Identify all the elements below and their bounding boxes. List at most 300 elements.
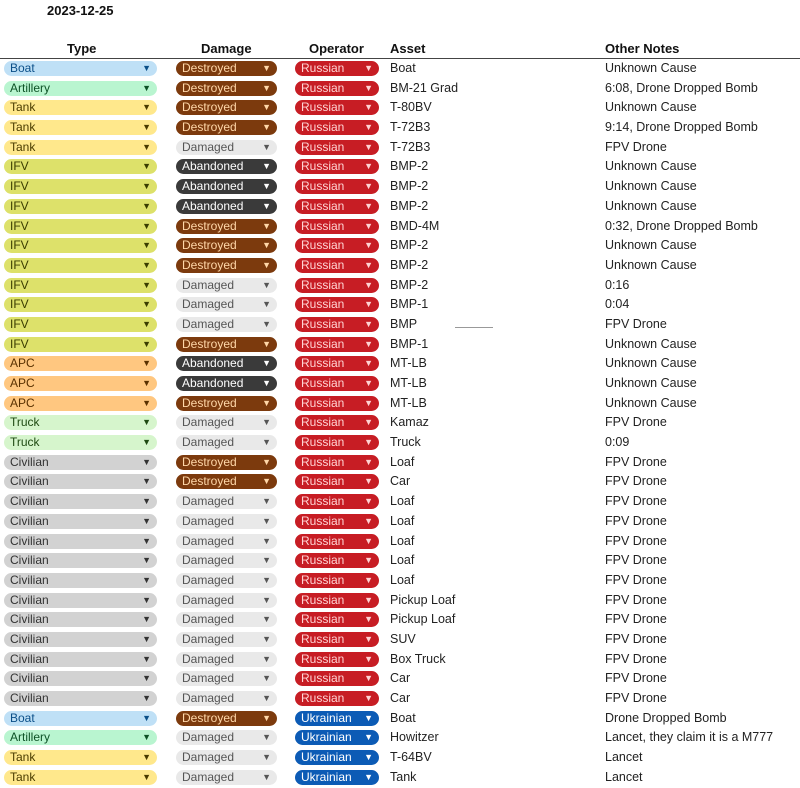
caret-down-icon: ▼: [142, 712, 151, 723]
notes-cell[interactable]: Unknown Cause: [605, 356, 697, 371]
damage-dropdown-value: Damaged: [182, 494, 235, 509]
operator-dropdown[interactable]: [295, 356, 379, 371]
caret-down-icon: ▼: [262, 102, 271, 113]
asset-cell[interactable]: BMP-2: [390, 238, 429, 253]
type-dropdown[interactable]: [4, 553, 157, 568]
notes-cell[interactable]: FPV Drone: [605, 691, 667, 705]
type-dropdown[interactable]: [4, 238, 157, 253]
damage-dropdown[interactable]: [176, 474, 277, 489]
type-dropdown[interactable]: [4, 691, 157, 706]
damage-dropdown[interactable]: [176, 415, 277, 430]
damage-dropdown-value: Abandoned: [182, 159, 244, 174]
caret-down-icon: ▼: [142, 318, 151, 329]
type-dropdown[interactable]: [4, 494, 157, 509]
type-dropdown[interactable]: [4, 179, 157, 194]
operator-dropdown[interactable]: [295, 140, 379, 155]
asset-cell[interactable]: BMP-1: [390, 336, 429, 351]
asset-cell[interactable]: BMP-1: [390, 297, 429, 312]
operator-dropdown[interactable]: [295, 61, 379, 76]
notes-cell[interactable]: 0:16: [605, 277, 630, 292]
damage-dropdown[interactable]: [176, 455, 277, 470]
type-dropdown-value: Civilian: [10, 631, 49, 646]
table-row: [0, 98, 800, 118]
type-dropdown[interactable]: [4, 120, 157, 135]
caret-down-icon: ▼: [364, 456, 373, 467]
caret-down-icon: ▼: [142, 673, 151, 684]
notes-cell[interactable]: Unknown Cause: [605, 179, 697, 194]
type-dropdown[interactable]: [4, 435, 157, 450]
operator-dropdown-value: Russian: [301, 336, 345, 351]
operator-dropdown-value: Ukrainian: [301, 769, 352, 784]
asset-cell[interactable]: Car: [390, 691, 411, 705]
notes-cell[interactable]: 0:09: [605, 435, 630, 450]
type-dropdown[interactable]: [4, 770, 157, 785]
caret-down-icon: ▼: [142, 338, 151, 349]
operator-dropdown[interactable]: [295, 238, 379, 253]
caret-down-icon: ▼: [262, 633, 271, 644]
damage-dropdown-value: Destroyed: [182, 238, 237, 253]
asset-cell[interactable]: T-64BV: [390, 750, 432, 765]
asset-cell[interactable]: BM-21 Grad: [390, 80, 459, 95]
operator-dropdown-value: Russian: [301, 651, 345, 666]
operator-dropdown[interactable]: [295, 278, 379, 293]
damage-dropdown[interactable]: [176, 238, 277, 253]
damage-dropdown-value: Destroyed: [182, 61, 237, 75]
operator-dropdown[interactable]: [295, 415, 379, 430]
damage-dropdown[interactable]: [176, 159, 277, 174]
notes-cell[interactable]: Unknown Cause: [605, 61, 697, 75]
asset-cell[interactable]: Pickup Loaf: [390, 592, 456, 607]
type-dropdown[interactable]: [4, 573, 157, 588]
type-dropdown[interactable]: [4, 632, 157, 647]
damage-dropdown[interactable]: [176, 219, 277, 234]
caret-down-icon: ▼: [142, 614, 151, 625]
asset-cell[interactable]: BMP: [390, 316, 418, 331]
type-dropdown-value: IFV: [10, 179, 29, 194]
asset-cell[interactable]: T-80BV: [390, 100, 432, 115]
notes-cell[interactable]: FPV Drone: [605, 631, 667, 646]
type-dropdown[interactable]: [4, 376, 157, 391]
notes-cell[interactable]: FPV Drone: [605, 651, 667, 666]
operator-dropdown[interactable]: [295, 730, 379, 745]
notes-cell[interactable]: Drone Dropped Bomb: [605, 710, 727, 725]
asset-cell[interactable]: BMP-2: [390, 277, 429, 292]
damage-dropdown[interactable]: [176, 671, 277, 686]
notes-cell[interactable]: Lancet, they claim it is a M777: [605, 730, 774, 745]
table-row: [0, 433, 800, 453]
caret-down-icon: ▼: [142, 437, 151, 448]
asset-cell[interactable]: Box Truck: [390, 651, 446, 666]
type-dropdown[interactable]: [4, 534, 157, 549]
notes-cell[interactable]: FPV Drone: [605, 494, 667, 509]
type-dropdown-value: Tank: [10, 139, 36, 154]
operator-dropdown[interactable]: [295, 81, 379, 96]
type-dropdown[interactable]: [4, 356, 157, 371]
type-dropdown-value: IFV: [10, 297, 29, 312]
caret-down-icon: ▼: [364, 535, 373, 546]
damage-dropdown[interactable]: [176, 61, 277, 76]
damage-dropdown[interactable]: [176, 553, 277, 568]
damage-dropdown[interactable]: [176, 140, 277, 155]
damage-dropdown-value: Damaged: [182, 533, 235, 548]
table-row: [0, 374, 800, 394]
caret-down-icon: ▼: [142, 279, 151, 290]
table-row: [0, 689, 800, 709]
operator-dropdown[interactable]: [295, 199, 379, 214]
operator-dropdown[interactable]: [295, 652, 379, 667]
caret-down-icon: ▼: [142, 141, 151, 152]
notes-cell[interactable]: FPV Drone: [605, 474, 667, 489]
caret-down-icon: ▼: [364, 614, 373, 625]
notes-cell[interactable]: 0:32, Drone Dropped Bomb: [605, 218, 758, 233]
damage-dropdown[interactable]: [176, 278, 277, 293]
table-row: [0, 256, 800, 276]
operator-dropdown[interactable]: [295, 474, 379, 489]
asset-cell[interactable]: BMP-2: [390, 198, 429, 213]
damage-dropdown[interactable]: [176, 514, 277, 529]
type-dropdown-value: Civilian: [10, 691, 49, 705]
caret-down-icon: ▼: [262, 574, 271, 585]
caret-down-icon: ▼: [142, 752, 151, 763]
operator-dropdown-value: Russian: [301, 179, 345, 194]
type-dropdown[interactable]: [4, 711, 157, 726]
caret-down-icon: ▼: [262, 496, 271, 507]
operator-dropdown-value: Russian: [301, 159, 345, 174]
operator-dropdown-value: Russian: [301, 277, 345, 292]
type-dropdown[interactable]: [4, 297, 157, 312]
operator-dropdown[interactable]: [295, 593, 379, 608]
damage-dropdown[interactable]: [176, 711, 277, 726]
type-dropdown[interactable]: [4, 455, 157, 470]
damage-dropdown[interactable]: [176, 770, 277, 785]
type-dropdown[interactable]: [4, 652, 157, 667]
asset-cell[interactable]: T-72B3: [390, 120, 431, 135]
table-row: [0, 79, 800, 99]
notes-cell[interactable]: Unknown Cause: [605, 336, 697, 351]
damage-dropdown[interactable]: [176, 258, 277, 273]
damage-dropdown[interactable]: [176, 750, 277, 765]
notes-cell[interactable]: Unknown Cause: [605, 198, 697, 213]
caret-down-icon: ▼: [142, 397, 151, 408]
type-dropdown[interactable]: [4, 100, 157, 115]
caret-down-icon: ▼: [364, 279, 373, 290]
notes-cell[interactable]: FPV Drone: [605, 533, 667, 548]
caret-down-icon: ▼: [364, 693, 373, 703]
caret-down-icon: ▼: [262, 259, 271, 270]
asset-cell[interactable]: BMP-2: [390, 159, 429, 174]
data-table: [0, 59, 800, 787]
asset-cell[interactable]: Loaf: [390, 454, 415, 469]
damage-dropdown-value: Destroyed: [182, 80, 237, 95]
operator-dropdown-value: Russian: [301, 356, 345, 371]
asset-cell[interactable]: Loaf: [390, 513, 415, 528]
type-dropdown[interactable]: [4, 612, 157, 627]
caret-down-icon: ▼: [262, 732, 271, 743]
damage-dropdown[interactable]: [176, 691, 277, 706]
table-row: [0, 453, 800, 473]
caret-down-icon: ▼: [142, 417, 151, 428]
operator-dropdown[interactable]: [295, 258, 379, 273]
damage-dropdown[interactable]: [176, 199, 277, 214]
type-dropdown[interactable]: [4, 415, 157, 430]
asset-cell[interactable]: MT-LB: [390, 356, 427, 371]
operator-dropdown-value: Russian: [301, 513, 345, 528]
asset-cell[interactable]: MT-LB: [390, 395, 427, 410]
damage-dropdown[interactable]: [176, 376, 277, 391]
operator-dropdown-value: Russian: [301, 494, 345, 509]
caret-down-icon: ▼: [262, 299, 271, 310]
type-dropdown[interactable]: [4, 278, 157, 293]
caret-down-icon: ▼: [262, 594, 271, 605]
notes-cell[interactable]: FPV Drone: [605, 592, 667, 607]
operator-dropdown[interactable]: [295, 770, 379, 785]
type-dropdown-value: IFV: [10, 218, 29, 233]
notes-cell[interactable]: FPV Drone: [605, 513, 667, 528]
header-asset: Asset: [390, 41, 426, 56]
damage-dropdown-value: Damaged: [182, 297, 235, 312]
caret-down-icon: ▼: [142, 555, 151, 566]
notes-cell[interactable]: Lancet: [605, 769, 643, 784]
caret-down-icon: ▼: [142, 732, 151, 743]
asset-cell[interactable]: Kamaz: [390, 415, 429, 430]
type-dropdown[interactable]: [4, 61, 157, 76]
type-dropdown[interactable]: [4, 317, 157, 332]
caret-down-icon: ▼: [142, 633, 151, 644]
asset-cell[interactable]: Boat: [390, 61, 416, 75]
type-dropdown[interactable]: [4, 514, 157, 529]
operator-dropdown[interactable]: [295, 376, 379, 391]
notes-cell[interactable]: FPV Drone: [605, 671, 667, 686]
damage-dropdown[interactable]: [176, 730, 277, 745]
notes-cell[interactable]: 0:04: [605, 297, 630, 312]
asset-cell[interactable]: Loaf: [390, 494, 415, 509]
notes-cell[interactable]: FPV Drone: [605, 572, 667, 587]
type-dropdown-value: Civilian: [10, 612, 49, 627]
operator-dropdown-value: Russian: [301, 454, 345, 469]
damage-dropdown-value: Abandoned: [182, 198, 244, 213]
asset-cell[interactable]: Loaf: [390, 553, 415, 568]
type-dropdown[interactable]: [4, 199, 157, 214]
operator-dropdown[interactable]: [295, 711, 379, 726]
type-dropdown[interactable]: [4, 474, 157, 489]
table-row: [0, 335, 800, 355]
caret-down-icon: ▼: [364, 240, 373, 251]
notes-cell[interactable]: FPV Drone: [605, 612, 667, 627]
caret-down-icon: ▼: [364, 515, 373, 526]
table-row: [0, 591, 800, 611]
operator-dropdown-value: Russian: [301, 572, 345, 587]
damage-dropdown-value: Destroyed: [182, 395, 237, 410]
table-row: [0, 610, 800, 630]
notes-cell[interactable]: Unknown Cause: [605, 100, 697, 115]
damage-dropdown-value: Destroyed: [182, 257, 237, 272]
damage-dropdown[interactable]: [176, 632, 277, 647]
damage-dropdown[interactable]: [176, 317, 277, 332]
damage-dropdown-value: Damaged: [182, 277, 235, 292]
asset-cell[interactable]: Loaf: [390, 572, 415, 587]
asset-cell[interactable]: Truck: [390, 435, 421, 450]
table-row: [0, 197, 800, 217]
caret-down-icon: ▼: [142, 200, 151, 211]
operator-dropdown[interactable]: [295, 671, 379, 686]
header-operator: Operator: [309, 41, 364, 56]
type-dropdown[interactable]: [4, 258, 157, 273]
operator-dropdown[interactable]: [295, 317, 379, 332]
operator-dropdown[interactable]: [295, 219, 379, 234]
type-dropdown[interactable]: [4, 140, 157, 155]
caret-down-icon: ▼: [364, 417, 373, 428]
caret-down-icon: ▼: [262, 279, 271, 290]
type-dropdown[interactable]: [4, 81, 157, 96]
caret-down-icon: ▼: [262, 614, 271, 625]
notes-cell[interactable]: FPV Drone: [605, 316, 667, 331]
operator-dropdown[interactable]: [295, 179, 379, 194]
caret-down-icon: ▼: [142, 693, 151, 703]
operator-dropdown[interactable]: [295, 573, 379, 588]
caret-down-icon: ▼: [364, 633, 373, 644]
operator-dropdown[interactable]: [295, 100, 379, 115]
damage-dropdown-value: Destroyed: [182, 454, 237, 469]
header-damage: Damage: [201, 41, 252, 56]
damage-dropdown[interactable]: [176, 100, 277, 115]
notes-cell[interactable]: Lancet: [605, 750, 643, 765]
asset-cell[interactable]: Car: [390, 474, 411, 489]
type-dropdown-value: Artillery: [10, 730, 51, 745]
asset-cell[interactable]: T-72B3: [390, 139, 431, 154]
table-row: [0, 630, 800, 650]
operator-dropdown[interactable]: [295, 435, 379, 450]
asset-cell[interactable]: Boat: [390, 710, 416, 725]
scan-artifact-line: [455, 327, 493, 328]
operator-dropdown[interactable]: [295, 534, 379, 549]
table-row: [0, 669, 800, 689]
operator-dropdown-value: Russian: [301, 238, 345, 253]
asset-cell[interactable]: Howitzer: [390, 730, 439, 745]
operator-dropdown[interactable]: [295, 396, 379, 411]
operator-dropdown[interactable]: [295, 632, 379, 647]
table-row: [0, 177, 800, 197]
type-dropdown[interactable]: [4, 593, 157, 608]
caret-down-icon: ▼: [142, 653, 151, 664]
operator-dropdown[interactable]: [295, 159, 379, 174]
damage-dropdown[interactable]: [176, 396, 277, 411]
type-dropdown-value: APC: [10, 376, 35, 390]
asset-cell[interactable]: Tank: [390, 769, 417, 784]
caret-down-icon: ▼: [262, 318, 271, 329]
notes-cell[interactable]: FPV Drone: [605, 454, 667, 469]
damage-dropdown[interactable]: [176, 494, 277, 509]
caret-down-icon: ▼: [142, 299, 151, 310]
table-row: [0, 748, 800, 768]
damage-dropdown[interactable]: [176, 297, 277, 312]
type-dropdown-value: IFV: [10, 316, 29, 331]
type-dropdown-value: Truck: [10, 415, 40, 430]
type-dropdown-value: Boat: [10, 710, 35, 725]
type-dropdown[interactable]: [4, 671, 157, 686]
damage-dropdown-value: Damaged: [182, 592, 235, 607]
type-dropdown-value: Civilian: [10, 454, 49, 469]
operator-dropdown[interactable]: [295, 750, 379, 765]
caret-down-icon: ▼: [364, 102, 373, 113]
asset-cell[interactable]: Car: [390, 671, 411, 686]
notes-cell[interactable]: Unknown Cause: [605, 376, 697, 390]
asset-cell[interactable]: BMD-4M: [390, 218, 440, 233]
operator-dropdown[interactable]: [295, 337, 379, 352]
operator-dropdown-value: Russian: [301, 592, 345, 607]
notes-cell[interactable]: Unknown Cause: [605, 395, 697, 410]
caret-down-icon: ▼: [142, 476, 151, 487]
notes-cell[interactable]: FPV Drone: [605, 553, 667, 568]
notes-cell[interactable]: Unknown Cause: [605, 238, 697, 253]
asset-cell[interactable]: MT-LB: [390, 376, 427, 390]
notes-cell[interactable]: Unknown Cause: [605, 257, 697, 272]
type-dropdown[interactable]: [4, 750, 157, 765]
asset-cell[interactable]: Loaf: [390, 533, 415, 548]
type-dropdown[interactable]: [4, 396, 157, 411]
asset-cell[interactable]: BMP-2: [390, 257, 429, 272]
operator-dropdown-value: Russian: [301, 257, 345, 272]
table-row: [0, 728, 800, 748]
type-dropdown-value: IFV: [10, 238, 29, 253]
type-dropdown-value: Tank: [10, 120, 36, 135]
type-dropdown[interactable]: [4, 337, 157, 352]
damage-dropdown-value: Damaged: [182, 691, 235, 705]
notes-cell[interactable]: FPV Drone: [605, 415, 667, 430]
damage-dropdown[interactable]: [176, 435, 277, 450]
type-dropdown[interactable]: [4, 159, 157, 174]
operator-dropdown[interactable]: [295, 691, 379, 706]
caret-down-icon: ▼: [142, 771, 151, 782]
notes-cell[interactable]: Unknown Cause: [605, 159, 697, 174]
table-row: [0, 118, 800, 138]
caret-down-icon: ▼: [262, 63, 271, 73]
operator-dropdown[interactable]: [295, 297, 379, 312]
type-dropdown[interactable]: [4, 219, 157, 234]
operator-dropdown[interactable]: [295, 455, 379, 470]
operator-dropdown[interactable]: [295, 494, 379, 509]
damage-dropdown[interactable]: [176, 534, 277, 549]
damage-dropdown[interactable]: [176, 356, 277, 371]
caret-down-icon: ▼: [142, 378, 151, 388]
caret-down-icon: ▼: [262, 476, 271, 487]
operator-dropdown[interactable]: [295, 120, 379, 135]
operator-dropdown[interactable]: [295, 514, 379, 529]
caret-down-icon: ▼: [262, 240, 271, 251]
type-dropdown[interactable]: [4, 730, 157, 745]
notes-cell[interactable]: 6:08, Drone Dropped Bomb: [605, 80, 758, 95]
caret-down-icon: ▼: [142, 240, 151, 251]
table-row: [0, 295, 800, 315]
notes-cell[interactable]: 9:14, Drone Dropped Bomb: [605, 120, 758, 135]
asset-cell[interactable]: SUV: [390, 631, 416, 646]
damage-dropdown[interactable]: [176, 81, 277, 96]
damage-dropdown[interactable]: [176, 337, 277, 352]
damage-dropdown[interactable]: [176, 573, 277, 588]
damage-dropdown[interactable]: [176, 179, 277, 194]
notes-cell[interactable]: FPV Drone: [605, 139, 667, 154]
operator-dropdown[interactable]: [295, 553, 379, 568]
operator-dropdown[interactable]: [295, 612, 379, 627]
operator-dropdown-value: Russian: [301, 316, 345, 331]
table-row: [0, 492, 800, 512]
asset-cell[interactable]: Pickup Loaf: [390, 612, 456, 627]
damage-dropdown[interactable]: [176, 652, 277, 667]
damage-dropdown[interactable]: [176, 612, 277, 627]
caret-down-icon: ▼: [364, 338, 373, 349]
damage-dropdown[interactable]: [176, 120, 277, 135]
damage-dropdown[interactable]: [176, 593, 277, 608]
asset-cell[interactable]: BMP-2: [390, 179, 429, 194]
